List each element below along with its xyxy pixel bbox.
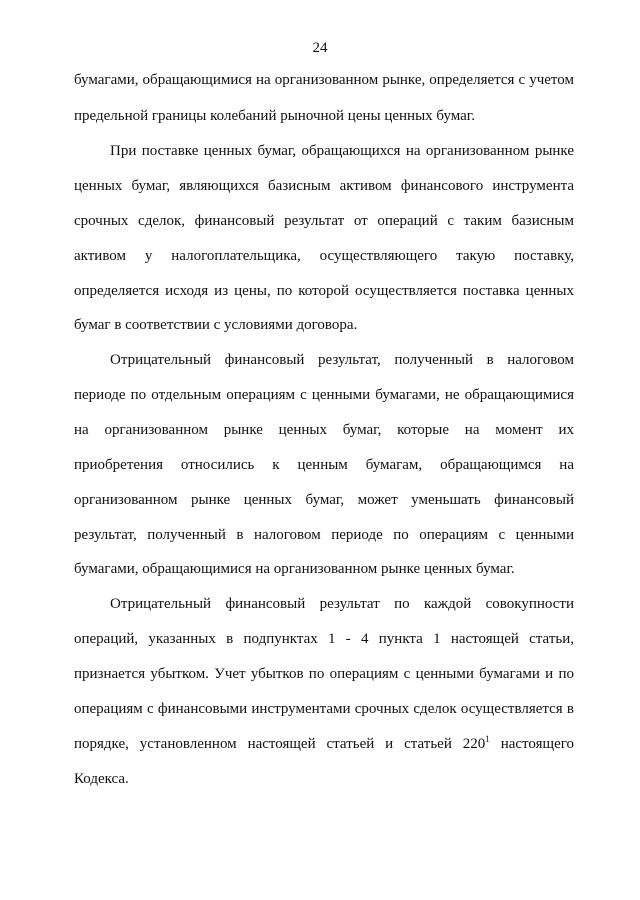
text-line: приобретения относились к ценным бумагам, обращающимся на <box>74 457 574 473</box>
text-line: При поставке ценных бумаг, обращающихся на организованном рынке <box>110 143 574 159</box>
text-line: Отрицательный финансовый результат по каждой совокупности <box>110 596 574 612</box>
text-line: операциям с финансовыми инструментами срочных сделок осуществляется в <box>74 701 574 717</box>
text-line: на организованном рынке ценных бумаг, которые на момент их <box>74 422 574 438</box>
text-line: срочных сделок, финансовый результат от операций с таким базисным <box>74 213 574 229</box>
superscript-index: 1 <box>485 734 490 744</box>
text-line-suffix: настоящего <box>500 736 575 752</box>
text-line: активом у налогоплательщика, осуществляющего такую поставку, <box>74 248 574 264</box>
text-line: бумаг в соответствии с условиями договора. <box>74 317 358 333</box>
text-line: операций, указанных в подпунктах 1 - 4 пункта 1 настоящей статьи, <box>74 631 574 647</box>
text-line: периоде по отдельным операциям с ценными бумагами, не обращающимися <box>74 387 574 403</box>
text-line: бумагами, обращающимися на организованном рынке, определяется с учетом <box>74 72 574 88</box>
text-line: бумагами, обращающимися на организованном рынке ценных бумаг. <box>74 561 515 577</box>
text-line: признается убытком. Учет убытков по операциям с ценными бумагами и по <box>74 666 574 682</box>
text-line: ценных бумаг, являющихся базисным активом финансового инструмента <box>74 178 574 194</box>
text-line-with-footnote <box>74 734 574 754</box>
text-line: предельной границы колебаний рыночной цены ценных бумаг. <box>74 108 476 124</box>
text-line: организованном рынке ценных бумаг, может уменьшать финансовый <box>74 492 574 508</box>
text-line: Отрицательный финансовый результат, полученный в налоговом <box>110 352 574 368</box>
text-line: результат, полученный в налоговом периоде по операциям с ценными <box>74 527 574 543</box>
text-line-main: порядке, установленном настоящей статьей и статьей 220 <box>74 736 486 752</box>
text-line: определяется исходя из цены, по которой осуществляется поставка ценных <box>74 283 574 299</box>
text-line: Кодекса. <box>74 771 129 787</box>
page-number: 24 <box>312 40 328 56</box>
